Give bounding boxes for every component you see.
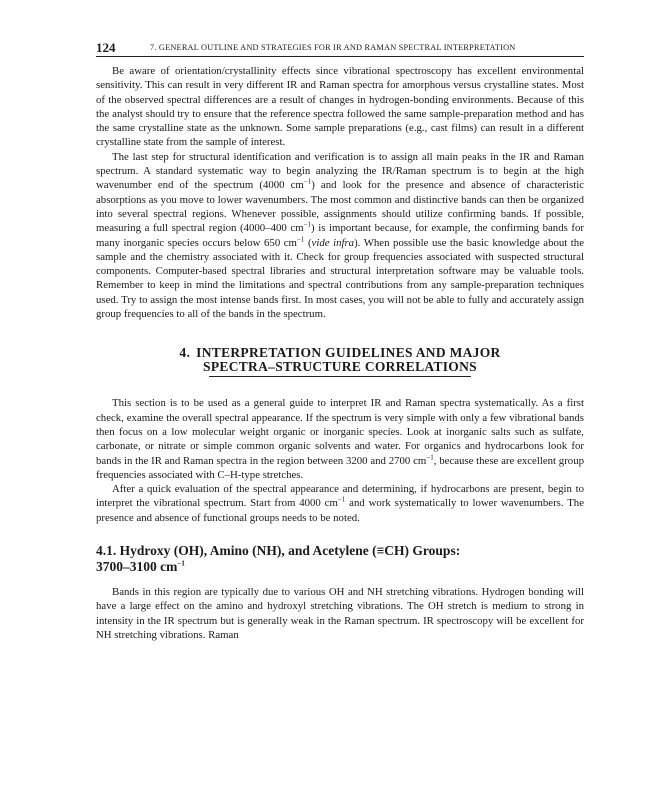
paragraph-section-intro: This section is to be used as a general guide to interpret IR and Raman spectra systematically. As a first check, examine the overall spectral appearance. If the spectrum is very simple with only a few vibrational bands then focus on a low molecular weight organic or inorganic species. Look at inorganic salts such as sulfate, carbonate, or nitrate or simple common organic solvents and water. For organics and hydrocarbons look for bands in the IR and Raman spectra in the region between 3200 and 2700 $cm^{-1}$, because these are excellent group frequencies associated with C–H-type stretches. <box>96 397 584 481</box>
paragraph-quick-evaluation: After a quick evaluation of the spectral appearance and determining, if hydrocarbons are present, begin to interpret the vibrational spectrum. Start from 4000 $cm^{-1}$ and work systematically to lower wavenumbers. The presence and absence of functional groups needs to be noted. <box>96 483 584 524</box>
subsection-4-1-heading: 4.1. Hydroxy (OH), Amino (NH), and Acetylene (≡CH) Groups: 3700–3100 $cm^{-1}$ <box>96 543 461 575</box>
paragraph-last-step: The last step for structural identification and verification is to assign all main peaks in the IR and Raman spectrum. A standard systematic way to begin analyzing the IR/Raman spectrum is to begin at the high wavenumber end of the spectrum (4000 $cm^{-1}$) and look for the presence and absence of characteristic absorptions as you move to lower wavenumbers. The most common and distinctive bands can then be organized into several spectral regions. Whenever possible, assignments should utilize confirming bands. If possible, measuring a full spectral region (4000–400 $cm^{-1}$) is important because, for example, the confirming bands for many inorganic species occurs below 650 $cm^{-1}$ (vide infra). When possible use the basic knowledge about the sample and the chemistry associated with it. Check for group frequencies associated with suspected structural components. Computer-based spectral libraries and structural interpretation software may be valuable tools. Remember to keep in mind the limitations and spectral contributions from any sample-preparation techniques used. Try to assign the most intense bands first. In most cases, you will not be able to fully and accurately assign group frequencies to all of the bands in the spectrum. <box>96 150 585 321</box>
page-body <box>96 64 584 642</box>
section-4-heading: 4. INTERPRETATION GUIDELINES AND MAJOR SPECTRA–STRUCTURE CORRELATIONS <box>179 345 501 375</box>
paragraph-orientation: Be aware of orientation/crystallinity effects since vibrational spectroscopy has excellent environmental sensitivity. This can result in very different IR and Raman spectra for amorphous versus crystalline states. Most of the observed spectral differences are a result of changes in hydrogen-bonding environments. Because of this the analyst should try to ensure that the reference spectra followed the same sample-preparation method and has the same crystalline state as the unknown. Some sample preparations (e.g., cast films) can result in a different crystalline state from the sample of interest. <box>96 65 584 149</box>
running-title: 7. GENERAL OUTLINE AND STRATEGIES FOR IR AND RAMAN SPECTRAL INTERPRETATION <box>150 43 516 52</box>
page-number: 124 <box>96 40 116 55</box>
paragraph-oh-nh-bands: Bands in this region are typically due to various OH and NH stretching vibrations. Hydrogen bonding will have a large effect on the amino and hydroxyl stretching vibrations. The OH stretch is medium to strong in intensity in the IR spectrum but is generally weak in the Raman spectrum. IR spectroscopy will be excellent for NH stretching vibrations. Raman <box>96 586 584 641</box>
running-header <box>96 40 584 57</box>
